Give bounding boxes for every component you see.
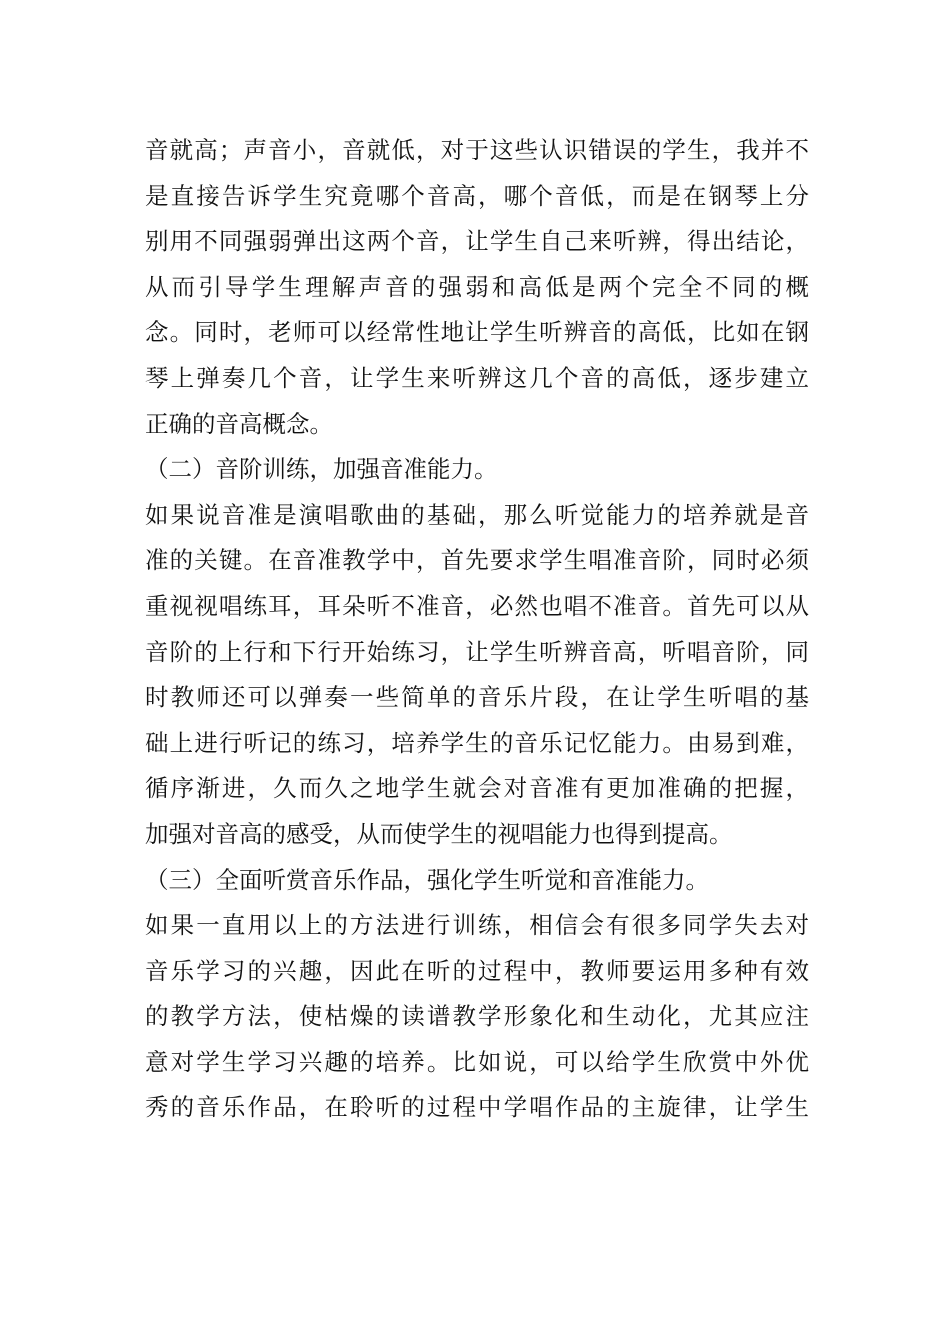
text-line: 从而引导学生理解声音的强弱和高低是两个完全不同的概 <box>145 272 809 301</box>
text-line: 如果一直用以上的方法进行训练，相信会有很多同学失去对 <box>145 911 809 940</box>
text-line: 正确的音高概念。 <box>145 409 333 438</box>
text-line: 意对学生学习兴趣的培养。比如说，可以给学生欣赏中外优 <box>145 1047 809 1076</box>
text-line: 准的关键。在音准教学中，首先要求学生唱准音阶，同时必须 <box>145 546 809 575</box>
text-line: （二）音阶训练，加强音准能力。 <box>145 455 498 484</box>
text-line: 琴上弹奏几个音，让学生来听辨这几个音的高低，逐步建立 <box>145 363 809 392</box>
text-line: 音阶的上行和下行开始练习，让学生听辨音高，听唱音阶，同 <box>145 637 809 666</box>
text-line: 是直接告诉学生究竟哪个音高，哪个音低，而是在钢琴上分 <box>145 181 809 210</box>
document-body <box>145 128 809 1131</box>
text-line: 的教学方法，使枯燥的读谱教学形象化和生动化，尤其应注 <box>145 1002 809 1031</box>
text-line: 音就高；声音小，音就低，对于这些认识错误的学生，我并不 <box>145 136 809 164</box>
text-line: （三）全面听赏音乐作品，强化学生听觉和音准能力。 <box>145 865 709 894</box>
text-line: 如果说音准是演唱歌曲的基础，那么听觉能力的培养就是音 <box>145 500 809 529</box>
text-line: 秀的音乐作品，在聆听的过程中学唱作品的主旋律，让学生 <box>145 1093 809 1122</box>
text-line: 循序渐进，久而久之地学生就会对音准有更加准确的把握， <box>145 774 809 803</box>
text-line: 音乐学习的兴趣，因此在听的过程中，教师要运用多种有效 <box>145 956 809 985</box>
text-line: 念。同时，老师可以经常性地让学生听辨音的高低，比如在钢 <box>145 318 809 347</box>
text-line: 重视视唱练耳，耳朵听不准音，必然也唱不准音。首先可以从 <box>145 591 809 620</box>
text-line: 时教师还可以弹奏一些简单的音乐片段，在让学生听唱的基 <box>145 683 809 712</box>
text-line: 础上进行听记的练习，培养学生的音乐记忆能力。由易到难， <box>145 728 809 757</box>
text-line: 加强对音高的感受，从而使学生的视唱能力也得到提高。 <box>145 819 733 848</box>
text-line: 别用不同强弱弹出这两个音，让学生自己来听辨，得出结论， <box>145 227 809 256</box>
